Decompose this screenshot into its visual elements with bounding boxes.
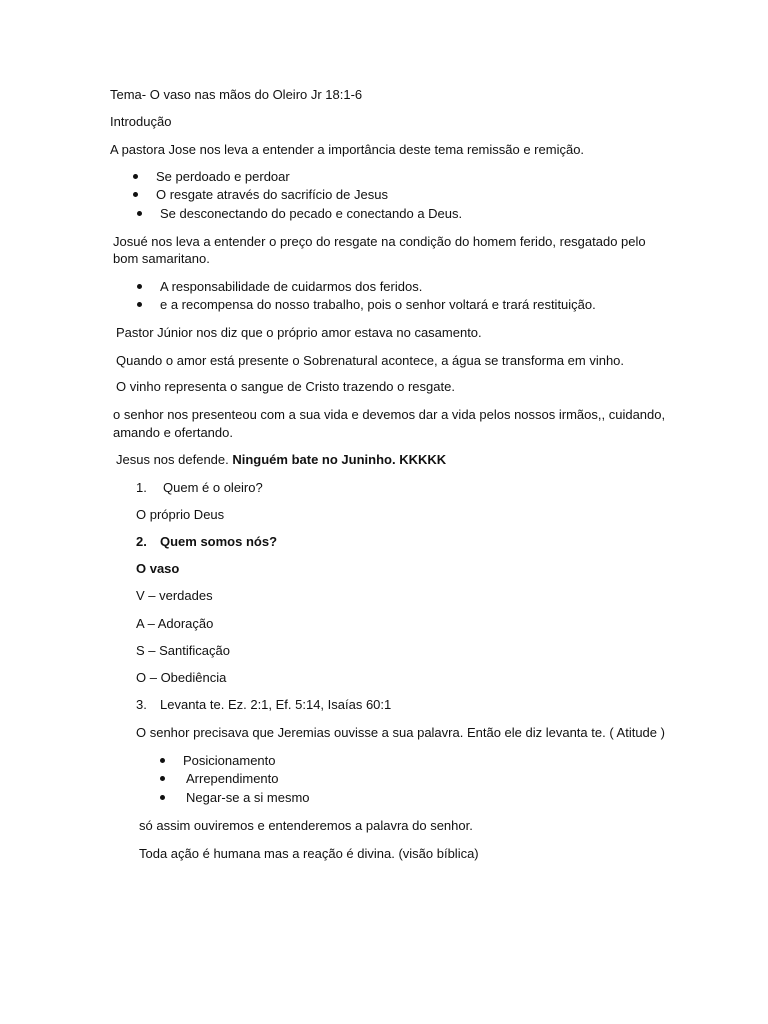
question-1-text: Quem é o oleiro?	[163, 480, 263, 495]
question-3-text: Levanta te. Ez. 2:1, Ef. 5:14, Isaías 60:1	[160, 697, 392, 712]
list-item: Posicionamento	[183, 753, 276, 768]
bullet-dot	[160, 776, 165, 781]
bullet-dot	[160, 795, 165, 800]
acrostic-item: A – Adoração	[136, 616, 214, 631]
bullet-dot	[160, 758, 165, 763]
paragraph-7-text: Jesus nos defende.	[116, 452, 233, 467]
bullet-dot	[133, 174, 138, 179]
answer-2: O vaso	[136, 561, 180, 576]
paragraph-7	[116, 451, 446, 469]
intro-heading: Introdução	[110, 114, 172, 129]
list-item: Se desconectando do pecado e conectando a Deus.	[160, 206, 463, 221]
list-item: O resgate através do sacrifício de Jesus	[156, 187, 388, 202]
answer-1: O próprio Deus	[136, 507, 225, 522]
bullet-dot	[133, 192, 138, 197]
bullet-dot	[137, 302, 142, 307]
paragraph-2-line-2: bom samaritano.	[113, 251, 210, 266]
acrostic-item: V – verdades	[136, 588, 213, 603]
list-item: Negar-se a si mesmo	[186, 790, 310, 805]
question-1-number: 1.	[136, 480, 147, 495]
paragraph-9: só assim ouviremos e entenderemos a palavra do senhor.	[139, 818, 473, 833]
paragraph-2-line-1: Josué nos leva a entender o preço do resgate na condição do homem ferido, resgatado pelo	[113, 234, 646, 249]
acrostic-item: O – Obediência	[136, 670, 227, 685]
paragraph-7-bold: Ninguém bate no Juninho. KKKKK	[232, 452, 447, 467]
paragraph-6-line-2: amando e ofertando.	[113, 425, 233, 440]
list-item: Arrependimento	[186, 771, 279, 786]
acrostic-item: S – Santificação	[136, 643, 230, 658]
paragraph-5: O vinho representa o sangue de Cristo trazendo o resgate.	[116, 379, 455, 394]
paragraph-10: Toda ação é humana mas a reação é divina. (visão bíblica)	[139, 846, 479, 861]
list-item: A responsabilidade de cuidarmos dos feridos.	[160, 279, 423, 294]
paragraph-8: O senhor precisava que Jeremias ouvisse a sua palavra. Então ele diz levanta te. ( Atitude )	[136, 725, 665, 740]
question-2-number: 2.	[136, 534, 147, 549]
paragraph-1: A pastora Jose nos leva a entender a importância deste tema remissão e remição.	[110, 142, 585, 157]
question-2-text: Quem somos nós?	[160, 534, 278, 549]
paragraph-4: Quando o amor está presente o Sobrenatural acontece, a água se transforma em vinho.	[116, 353, 625, 368]
question-3-number: 3.	[136, 697, 147, 712]
list-item: Se perdoado e perdoar	[156, 169, 290, 184]
document-title: Tema- O vaso nas mãos do Oleiro Jr 18:1-6	[110, 87, 363, 102]
bullet-dot	[137, 211, 142, 216]
paragraph-6-line-1: o senhor nos presenteou com a sua vida e devemos dar a vida pelos nossos irmãos,, cuidando,	[113, 407, 666, 422]
list-item: e a recompensa do nosso trabalho, pois o senhor voltará e trará restituição.	[160, 297, 596, 312]
paragraph-3: Pastor Júnior nos diz que o próprio amor estava no casamento.	[116, 325, 482, 340]
bullet-dot	[137, 284, 142, 289]
